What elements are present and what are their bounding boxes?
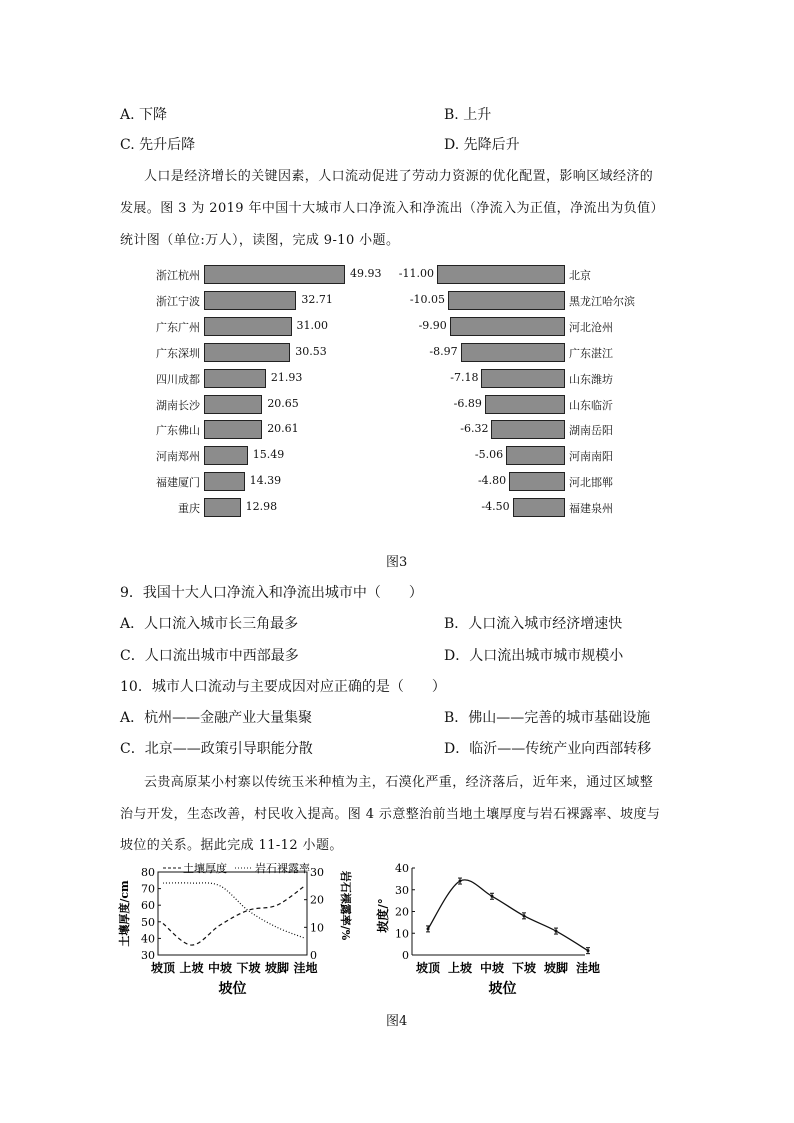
passage1-line1: 人口是经济增长的关键因素，人口流动促进了劳动力资源的优化配置，影响区域经济的 (144, 169, 654, 184)
x-tick-label: 中坡 (479, 961, 505, 975)
data-point (587, 949, 590, 952)
data-point (555, 930, 558, 933)
figure4-soil-chart (115, 860, 355, 1005)
y-tick-label: 30 (395, 883, 409, 897)
inflow-value-label: 20.65 (267, 396, 299, 410)
y-tick-label: 80 (141, 866, 155, 879)
outflow-city-label: 福建泉州 (569, 502, 613, 516)
option-a: A. 下降 (120, 107, 168, 123)
outflow-bar (461, 343, 565, 362)
inflow-city-label: 广东深圳 (156, 346, 200, 360)
inflow-value-label: 31.00 (296, 318, 329, 332)
y-right-tick-label: 10 (310, 921, 324, 935)
inflow-value-label: 15.49 (252, 448, 285, 462)
soil-thickness-line (163, 885, 306, 945)
outflow-bar (481, 369, 565, 388)
inflow-bar (204, 472, 245, 491)
outflow-value-label: -8.97 (429, 344, 458, 358)
legend-soil-label: 土壤厚度 (183, 862, 227, 875)
inflow-value-label: 21.93 (270, 370, 303, 384)
inflow-city-label: 河南郑州 (156, 450, 200, 464)
x-tick-label: 坡脚 (264, 961, 290, 975)
inflow-city-label: 福建厦门 (156, 476, 200, 490)
outflow-city-label: 山东临沂 (569, 398, 613, 412)
q10-option-d: D．临沂——传统产业向西部转移 (444, 741, 652, 757)
inflow-bar (204, 498, 241, 517)
option-d: D. 先降后升 (444, 137, 520, 153)
outflow-bar (450, 317, 565, 336)
rock-exposure-line (163, 883, 306, 939)
q10-stem: 10．城市人口流动与主要成因对应正确的是（ ） (120, 679, 446, 695)
inflow-value-label: 49.93 (350, 267, 382, 280)
outflow-value-label: -6.32 (460, 422, 489, 436)
inflow-bar (204, 395, 262, 414)
inflow-bar (204, 420, 262, 439)
y-tick-label: 20 (395, 905, 409, 919)
y-tick-label: 40 (141, 932, 155, 946)
x-tick-label: 坡脚 (543, 961, 569, 975)
inflow-city-label: 广东佛山 (156, 424, 200, 438)
passage2-line1: 云贵高原某小村寨以传统玉米种植为主，石漠化严重，经济落后，近年来，通过区域整 (144, 775, 654, 790)
x-tick-label: 洼地 (575, 961, 600, 975)
outflow-city-label: 河北沧州 (569, 320, 613, 334)
q9-option-d: D．人口流出城市城市规模小 (444, 648, 624, 664)
outflow-city-label: 广东湛江 (569, 346, 613, 360)
inflow-bar (204, 265, 345, 284)
x-tick-label: 洼地 (293, 961, 318, 975)
figure3 (0, 0, 794, 540)
inflow-city-label: 浙江宁波 (156, 294, 200, 308)
outflow-bar (491, 420, 565, 439)
inflow-value-label: 20.61 (267, 422, 299, 436)
y-tick-label: 10 (395, 927, 409, 941)
outflow-value-label: -7.18 (450, 370, 479, 384)
outflow-bar (506, 446, 565, 465)
outflow-bar (437, 265, 565, 284)
y-tick-label: 70 (141, 882, 155, 896)
q9-option-c: C．人口流出城市中西部最多 (120, 648, 299, 664)
inflow-value-label: 12.98 (245, 500, 278, 514)
y-tick-label: 30 (141, 949, 155, 962)
data-point (427, 927, 430, 930)
outflow-value-label: -10.05 (409, 292, 446, 306)
q9-option-a: A．人口流入城市长三角最多 (120, 616, 299, 632)
x-axis-label: 坡位 (488, 981, 517, 997)
inflow-city-label: 重庆 (178, 502, 200, 516)
passage1-line2: 发展。图 3 为 2019 年中国十大城市人口净流入和净流出（净流入为正值，净流出为负值） (120, 201, 664, 216)
plot-frame (158, 872, 307, 955)
x-tick-label: 上坡 (179, 961, 204, 975)
inflow-value-label: 14.39 (249, 474, 282, 488)
inflow-bar (204, 446, 248, 465)
data-point (459, 880, 462, 883)
option-c: C. 先升后降 (120, 137, 196, 153)
q9-option-b: B．人口流入城市经济增速快 (444, 616, 623, 632)
outflow-value-label: -11.00 (398, 267, 434, 280)
inflow-city-label: 四川成都 (156, 372, 200, 386)
x-tick-label: 下坡 (511, 961, 537, 975)
outflow-bar (448, 291, 565, 310)
outflow-city-label: 山东潍坊 (569, 372, 613, 386)
outflow-value-label: -9.90 (418, 318, 447, 332)
data-point (491, 895, 494, 898)
outflow-value-label: -4.80 (477, 474, 507, 488)
passage1-line3: 统计图（单位:万人），读图，完成 9-10 小题。 (120, 233, 400, 248)
outflow-bar (509, 472, 565, 491)
outflow-city-label: 河北邯郸 (569, 476, 613, 490)
outflow-value-label: -4.50 (481, 500, 510, 514)
y-tick-label: 40 (395, 862, 409, 875)
passage2-line2: 治与开发，生态改善，村民收入提高。图 4 示意整治前当地土壤厚度与岩石裸露率、坡度与 (120, 807, 661, 822)
outflow-bar (513, 498, 565, 517)
x-axis-label: 坡位 (218, 981, 247, 997)
y-tick-label: 60 (141, 899, 155, 913)
y-right-tick-label: 0 (310, 949, 317, 962)
outflow-city-label: 湖南岳阳 (569, 424, 613, 438)
x-tick-label: 中坡 (207, 961, 233, 975)
inflow-city-label: 湖南长沙 (156, 398, 200, 412)
outflow-value-label: -6.89 (453, 396, 482, 410)
q10-option-c: C．北京——政策引导职能分散 (120, 741, 313, 757)
inflow-value-label: 32.71 (301, 292, 333, 306)
legend-rock-label: 岩石裸露率 (255, 862, 310, 875)
outflow-city-label: 黑龙江哈尔滨 (569, 294, 635, 308)
q10-option-a: A．杭州——金融产业大量集聚 (120, 710, 313, 726)
figure4-caption: 图4 (386, 1014, 408, 1029)
y-axis-label: 土壤厚度/cm (118, 880, 131, 947)
figure3-caption: 图3 (386, 555, 408, 570)
inflow-bar (204, 369, 266, 388)
data-point (523, 914, 526, 917)
y-right-tick-label: 30 (310, 866, 324, 879)
inflow-bar (204, 343, 290, 362)
outflow-city-label: 北京 (569, 269, 591, 282)
x-tick-label: 坡顶 (415, 961, 441, 975)
figure4-slope-chart (375, 860, 600, 1005)
outflow-value-label: -5.06 (474, 448, 504, 462)
inflow-value-label: 30.53 (295, 344, 327, 358)
x-tick-label: 上坡 (447, 961, 473, 975)
y-right-tick-label: 20 (310, 893, 324, 907)
inflow-bar (204, 317, 292, 336)
y-axis-label: 坡度/° (376, 898, 390, 933)
outflow-city-label: 河南南阳 (569, 450, 613, 464)
passage2-line3: 坡位的关系。据此完成 11-12 小题。 (120, 838, 343, 853)
x-tick-label: 坡顶 (150, 961, 176, 975)
inflow-bar (204, 291, 296, 310)
inflow-city-label: 广东广州 (156, 320, 200, 334)
option-b: B. 上升 (444, 107, 492, 123)
outflow-bar (485, 395, 565, 414)
slope-line (428, 880, 588, 951)
q9-stem: 9．我国十大人口净流入和净流出城市中（ ） (120, 585, 423, 601)
y-tick-label: 50 (141, 915, 155, 929)
y-right-axis-label: 岩石裸露率/% (339, 870, 352, 941)
y-tick-label: 0 (402, 949, 409, 962)
inflow-city-label: 浙江杭州 (156, 269, 200, 282)
q10-option-b: B．佛山——完善的城市基础设施 (444, 710, 651, 726)
x-tick-label: 下坡 (236, 961, 261, 975)
